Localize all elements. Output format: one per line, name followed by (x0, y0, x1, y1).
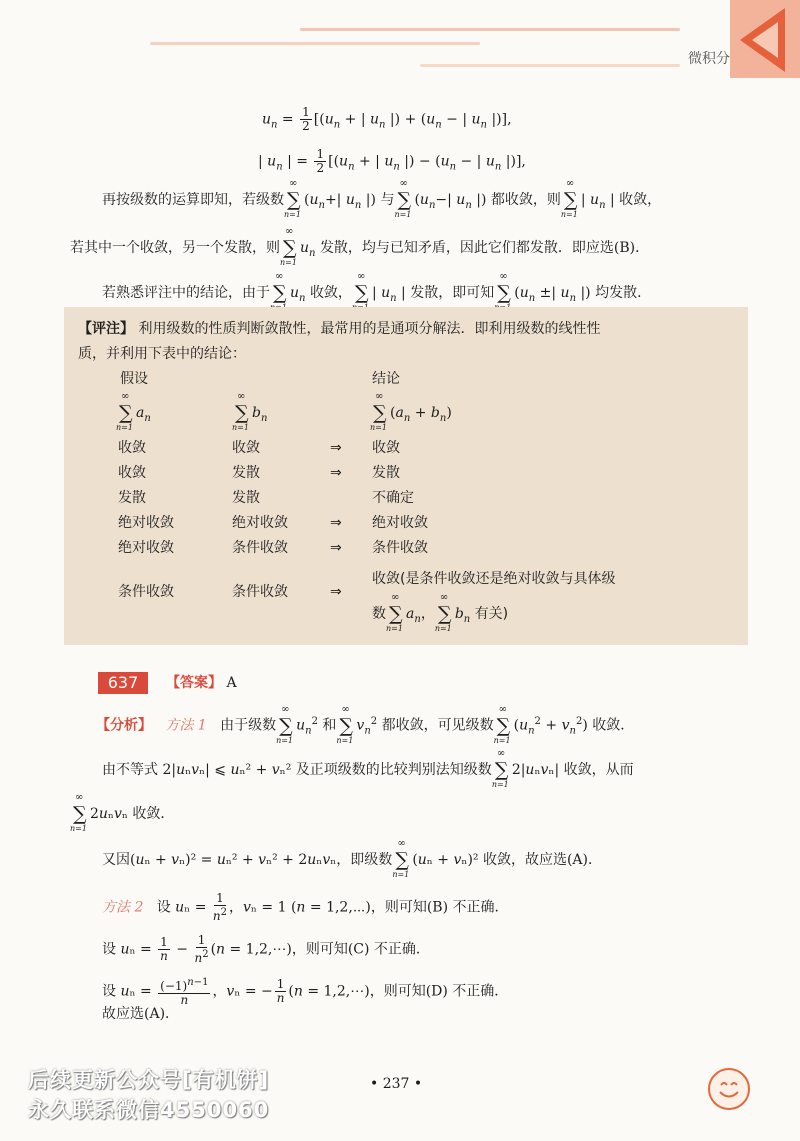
header-decoration-line (420, 64, 680, 67)
method2-line-3: 设 𝑢ₙ = $\frac{(-1)^{n-1}}{n}$ ，𝑣ₙ = − $\frac{1}{n}$ (𝑛 = 1,2,⋯)，则可知(D) 不正确． (102, 977, 509, 1007)
equation-un: $u_n$ = $\frac{1}{2}$ [($u_n$ + | $u_n$ |) + ($u_n$ − | $u_n$ |)], (262, 105, 512, 133)
method2-line-1: 方法 2 设 𝑢ₙ = $\frac{1}{n^2}$ ，𝑣ₙ = 1 (𝑛 = 1,2,⋯)，则可知(B) 不正确． (102, 891, 509, 923)
remark-line-1: 【评注】 利用级数的性质判断敛散性，最常用的是通项分解法．即利用级数的线性性 (78, 321, 601, 337)
method1-line-4: 又因(𝑢ₙ + 𝑣ₙ)² = 𝑢ₙ² + 𝑣ₙ² + 2𝑢ₙ𝑣ₙ，即级数 ∞ ∑ n=1 (𝑢ₙ + 𝑣ₙ)² 收敛，故应选(A)． (102, 838, 603, 879)
watermark-line-1: 后续更新公众号[有机饼] (28, 1068, 270, 1092)
table-last-line: 数 ∞ ∑ n=1 $a_n$， ∞ ∑ n=1 $b_n$ 有关) (372, 592, 509, 633)
paragraph-1: 再按级数的运算即知，若级数 ∞ ∑ n=1 ($u_n+|$ $u_n$ |) 与 ∞ ∑ n=1 ($u_n-|$ $u_n$ |) 都收敛，则 ∞ ∑ n=1 | $u_n$ | 收敛， (102, 178, 662, 219)
method1-line-2: 由不等式 2|𝑢ₙ𝑣ₙ| ⩽ 𝑢ₙ² + 𝑣ₙ² 及正项级数的比较判别法知级数 ∞ ∑ n=1 2|𝑢ₙ𝑣ₙ| 收敛，从而 (102, 748, 634, 789)
table-header-conclusion: 结论 (372, 371, 400, 387)
paragraph-2: 若其中一个收敛，另一个发散，则 ∞ ∑ n=1 $u_n$ 发散，均与已知矛盾，因此它们都发散．即应选(B)． (70, 226, 650, 267)
table-header-assume: 假设 (120, 371, 148, 387)
paragraph-3: 若熟悉评注中的结论，由于 ∞ ∑ $u_n$ 收敛， ∞ ∑ | $u_n$ | 发散，即可知 ∞ ∑ ($u_n$ ±| $u_n$ |) 均发散． (102, 271, 652, 304)
page-number: • 237 • (370, 1076, 423, 1092)
conclusion-line: 故应选(A)． (102, 1006, 180, 1022)
equation-abs-un: | $u_n$ | = $\frac{1}{2}$ [($u_n$ + | $u_n$ |) − ($u_n$ − | $u_n$ |)], (258, 147, 526, 175)
smiley-face-icon (708, 1068, 750, 1110)
corner-arrow-decoration (730, 0, 800, 78)
sum-bn: ∞ ∑ n=1 $b_n$ (232, 391, 268, 432)
method2-line-2: 设 𝑢ₙ = $\frac{1}{n}$ − $\frac{1}{n^2}$ (𝑛 = 1,2,⋯)，则可知(C) 不正确． (102, 933, 430, 965)
sum-an-plus-bn: ∞ ∑ n=1 $(a_n + b_n)$ (370, 391, 452, 432)
answer-line: 【答案】 A (166, 675, 237, 691)
chapter-title: 微积分 (688, 51, 730, 67)
method1-line-3: ∞ ∑ n=1 2𝑢ₙ𝑣ₙ 收敛． (70, 792, 175, 833)
remark-line-2: 质，并利用下表中的结论： (78, 346, 246, 362)
header-decoration-line (150, 42, 480, 45)
method1-line-1: 【分析】 方法 1 由于级数 ∞ ∑ n=1 $u_n^2$ 和 ∞ ∑ n=1 $v_n^2$ 都收敛，可见级数 ∞ ∑ n=1 $(u_n^2 + v_n^2)$ 收敛． (96, 703, 635, 745)
remark-box: 【评注】 利用级数的性质判断敛散性，最常用的是通项分解法．即利用级数的线性性 质，并利用下表中的结论： 假设 结论 ∞ ∑ n=1 $a_n$ ∞ ∑ n=1 $b_n$ ∞ ∑ n=1 $(a_n + b_n)$ 收敛 收敛 ⇒ 收敛 收敛 发散 ⇒ 发散 发散 发散 不确定 绝对收敛 绝对收敛 ⇒ 绝对收敛 绝对收敛 条件收敛 ⇒ 条件收敛 条件收敛 条件收敛 ⇒ 收敛(是条件收敛还是绝对收敛与具体级 数 ∞ ∑ n=1 $a_n$， ∞ ∑ n=1 $b_n$ 有关) (64, 307, 748, 645)
sum-an: ∞ ∑ n=1 $a_n$ (116, 391, 151, 432)
problem-number: 637 (98, 672, 148, 694)
watermark-line-2: 永久联系微信4550060 (28, 1098, 270, 1122)
header-decoration-line (300, 28, 680, 31)
